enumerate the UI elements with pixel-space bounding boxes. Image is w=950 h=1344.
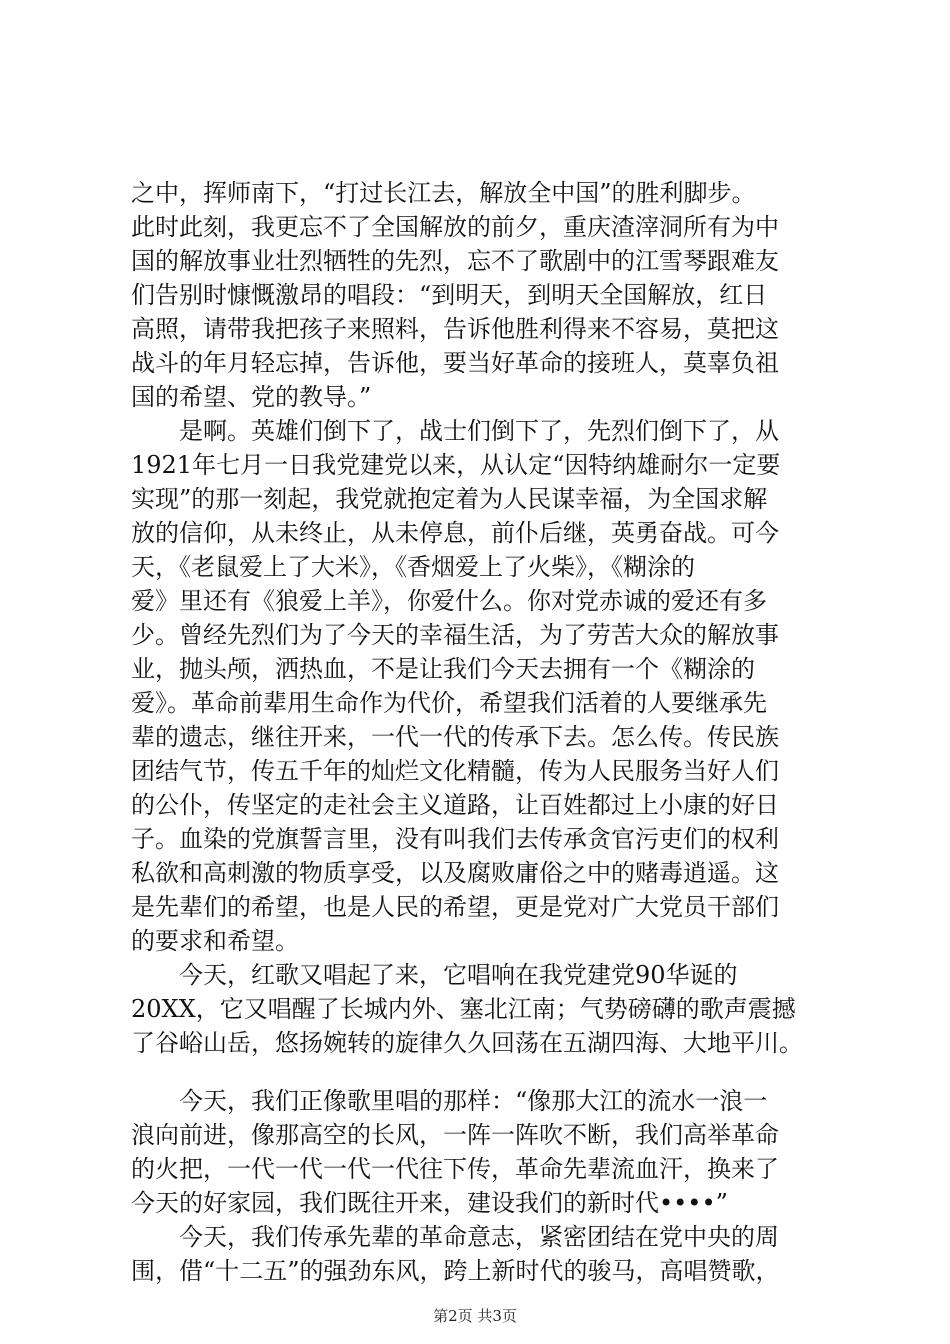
body-text [131,176,839,1288]
text-line: 少。曾经先烈们为了今天的幸福生活，为了劳苦大众的解放事 [131,621,779,649]
text-line: 今天，红歌又唱起了来，它唱响在我党建党90华诞的 [131,961,738,989]
text-line: 此时此刻，我更忘不了全国解放的前夕，重庆渣滓洞所有为中 [131,213,779,241]
text-line: 20XX，它又唱醒了长城内外、塞北江南；气势磅礴的歌声震撼 [131,995,796,1023]
page-number: 第2页 共3页 [433,1307,517,1325]
text-line: 今天，我们传承先辈的革命意志，紧密团结在党中央的周 [131,1223,779,1251]
text-line: 团结气节，传五千年的灿烂文化精髓，传为人民服务当好人们 [131,757,779,785]
blank-line [131,1060,839,1084]
text-line: 的要求和希望。 [131,927,299,955]
text-line: 子。血染的党旗誓言里，没有叫我们去传承贪官污吏们的权利 [131,825,779,853]
text-line: 爱》里还有《狼爱上羊》，你爱什么。你对党赤诚的爱还有多 [131,587,767,615]
text-line: 爱》。革命前辈用生命作为代价，希望我们活着的人要继承先 [131,689,767,717]
text-line: 的火把，一代一代一代一代往下传，革命先辈流血汗，换来了 [131,1155,779,1183]
text-line: 的公仆，传坚定的走社会主义道路，让百姓都过上小康的好日 [131,791,779,819]
text-line: 们告别时慷慨激昂的唱段：“到明天，到明天全国解放，红日 [131,281,768,309]
text-line: 今天的好家园，我们既往开来，建设我们的新时代••••” [131,1189,728,1217]
text-line: 是啊。英雄们倒下了，战士们倒下了，先烈们倒下了，从 [131,417,779,445]
text-line: 国的解放事业壮烈牺牲的先烈，忘不了歌剧中的江雪琴跟难友 [131,247,779,275]
text-line: 天，《老鼠爱上了大米》，《香烟爱上了火柴》，《糊涂的 [131,553,695,581]
text-line: 浪向前进，像那高空的长风，一阵一阵吹不断，我们高举革命 [131,1121,779,1149]
text-line: 实现”的那一刻起，我党就抱定着为人民谋幸福，为全国求解 [131,485,768,513]
text-line: 今天，我们正像歌里唱的那样：“像那大江的流水一浪一 [131,1087,768,1115]
text-line: 业，抛头颅，洒热血，不是让我们今天去拥有一个《糊涂的 [131,655,755,683]
text-line: 1921年七月一日我党建党以来，从认定“因特纳雄耐尔一定要 [131,451,781,479]
text-line: 放的信仰，从未终止，从未停息，前仆后继，英勇奋战。可今 [131,519,779,547]
text-line: 了谷峪山岳，悠扬婉转的旋律久久回荡在五湖四海、大地平川。 [131,1029,803,1057]
text-line: 私欲和高刺激的物质享受，以及腐败庸俗之中的赌毒逍遥。这 [131,859,779,887]
text-line: 是先辈们的希望，也是人民的希望，更是党对广大党员干部们 [131,893,779,921]
page-footer [0,1305,950,1326]
text-line: 之中，挥师南下，“打过长江去，解放全中国”的胜利脚步。 [131,179,756,207]
text-line: 高照，请带我把孩子来照料，告诉他胜利得来不容易，莫把这 [131,315,779,343]
text-line: 战斗的年月轻忘掉，告诉他，要当好革命的接班人，莫辜负祖 [131,349,779,377]
text-line: 辈的遗志，继往开来，一代一代的传承下去。怎么传。传民族 [131,723,779,751]
text-line: 围，借“十二五”的强劲东风，跨上新时代的骏马，高唱赞歌， [131,1257,780,1285]
text-line: 国的希望、党的教导。” [131,383,372,411]
